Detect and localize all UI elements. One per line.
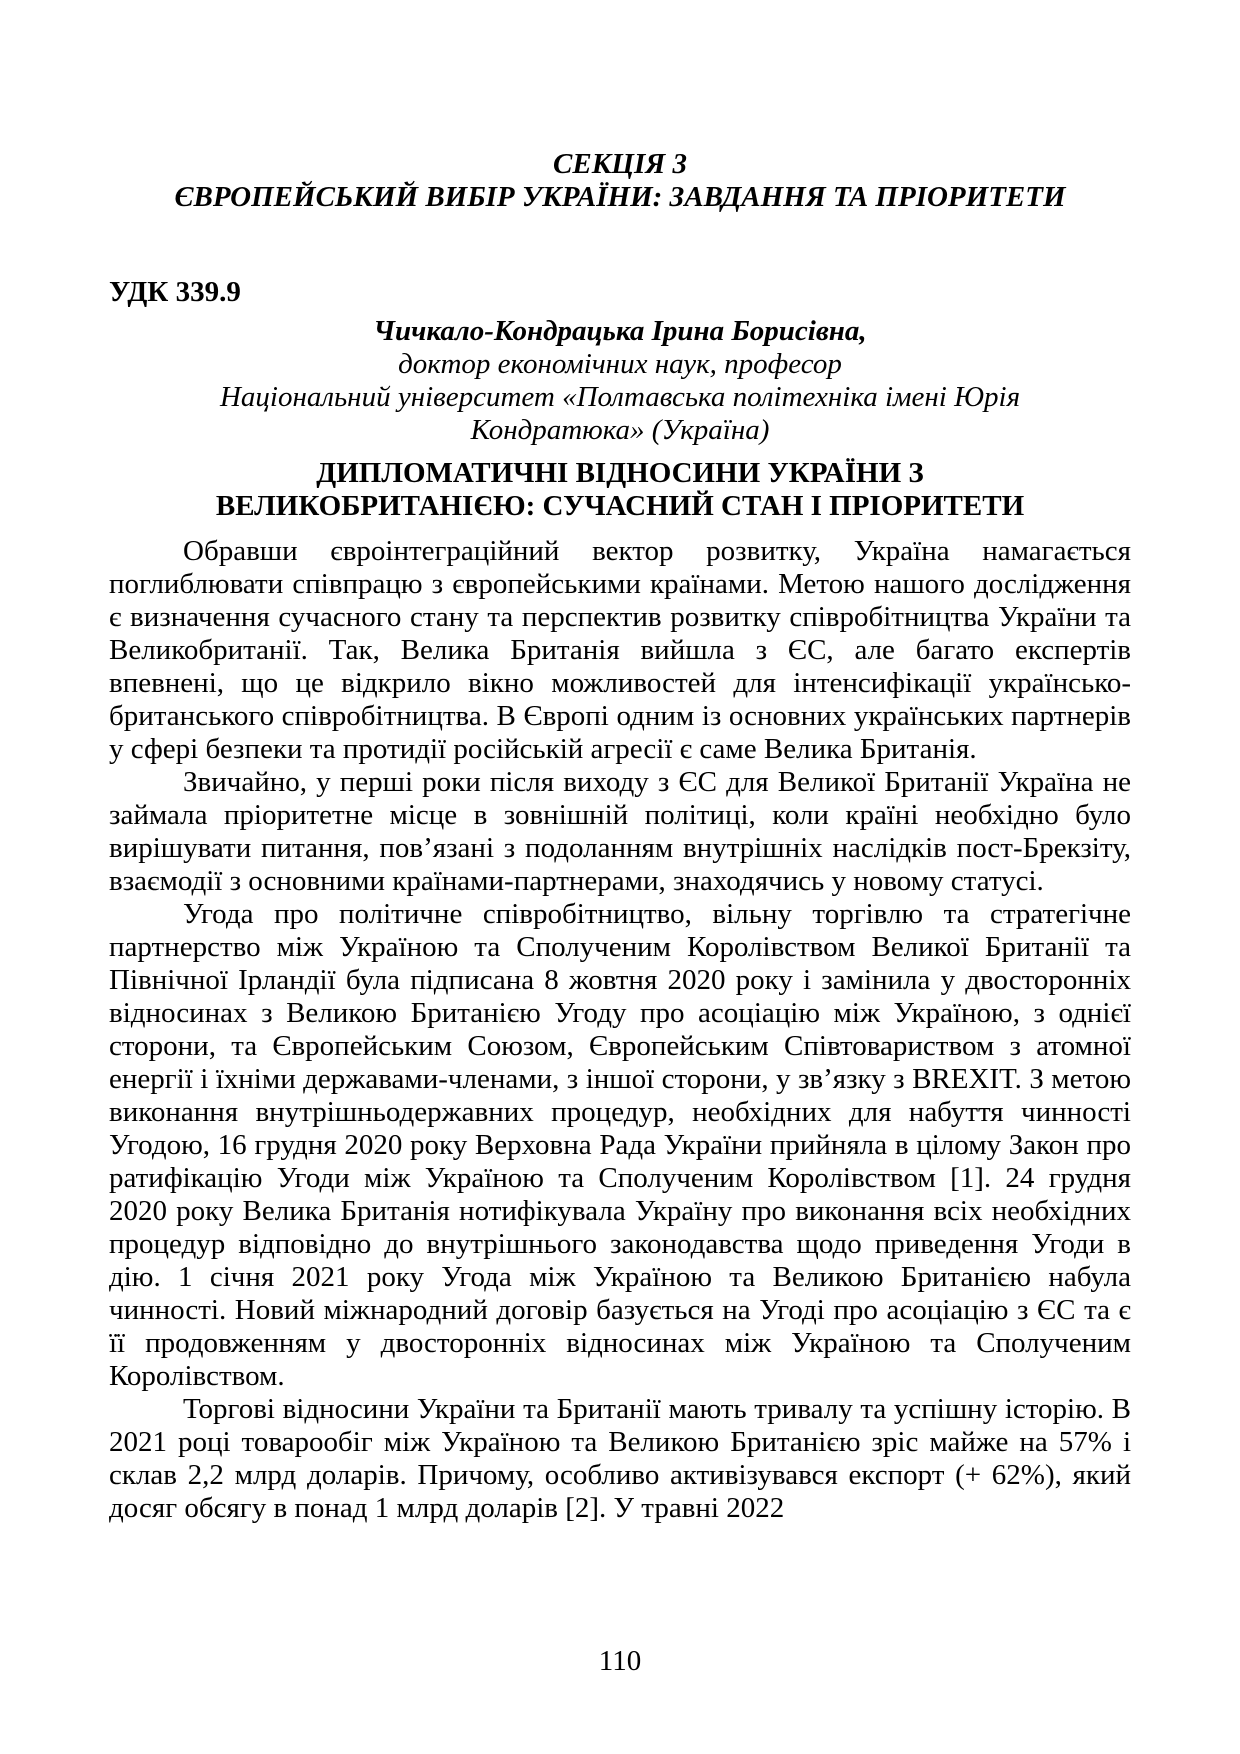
paragraph-2: Звичайно, у перші роки після виходу з ЄС для Великої Британії Україна не займала пріоритетне місце в зовнішній політиці, коли країні необхідно було вирішувати питання, пов’язані з подоланням внутрішніх наслідків пост-Брекзіту, взаємодії з основними країнами-партнерами, знаходячись у новому статусі. [109, 766, 1131, 897]
paragraph-3: Угода про політичне співробітництво, вільну торгівлю та стратегічне партнерство між Україною та Сполученим Королівством Великої Британії та Північної Ірландії була підписана 8 жовтня 2020 року і замінила у двосторонніх відносинах з Великою Британією Угоду про асоціацію між Україною, з однієї сторони, та Європейським Союзом, Європейським Співтовариством з атомної енергії і їхніми державами-членами, з іншої сторони, у зв’язку з BREXIT. З метою виконання внутрішньодержавних процедур, необхідних для набуття чинності Угодою, 16 грудня 2020 року Верховна Рада України прийняла в цілому Закон про ратифікацію Угоди між Україною та Сполученим Королівством [1]. 24 грудня 2020 року Велика Британія нотифікувала Україну про виконання всіх необхідних процедур відповідно до внутрішнього законодавства щодо приведення Угоди в дію. 1 січня 2021 року Угода між Україною та Великою Британією набула чинності. Новий міжнародний договір базується на Угоді про асоціацію з ЄС та є її продовженням у двосторонніх відносинах між Україною та Сполученим Королівством. [109, 898, 1131, 1392]
author-name: Чичкало-Кондрацька Ірина Борисівна, [373, 315, 867, 347]
paragraph-4: Торгові відносини України та Британії мають тривалу та успішну історію. В 2021 році товарообіг між Україною та Великою Британією зріс майже на 57% і склав 2,2 млрд доларів. Причому, особливо активізувався експорт (+ 62%), який досяг обсягу в понад 1 млрд доларів [2]. У травні 2022 [109, 1393, 1131, 1524]
author-affiliation-line1: Національний університет «Полтавська політехніка імені Юрія [219, 381, 1021, 413]
section-number: СЕКЦІЯ 3 [553, 148, 687, 180]
author-block [109, 315, 1131, 447]
section-header [109, 148, 1131, 214]
article-body [109, 535, 1131, 1525]
article-title [109, 457, 1131, 523]
article-title-line2: ВЕЛИКОБРИТАНІЄЮ: СУЧАСНИЙ СТАН І ПРІОРИТЕТИ [215, 490, 1025, 522]
udk-code: УДК 339.9 [109, 276, 241, 308]
author-affiliation-line2: Кондратюка» (Україна) [470, 414, 770, 446]
page-content [109, 0, 1131, 1525]
article-title-line1: ДИПЛОМАТИЧНІ ВІДНОСИНИ УКРАЇНИ З [316, 457, 924, 489]
author-degree: доктор економічних наук, професор [398, 348, 842, 380]
paragraph-1: Обравши євроінтеграційний вектор розвитку, Україна намагається поглиблювати співпрацю з європейськими країнами. Метою нашого дослідження є визначення сучасного стану та перспектив розвитку співробітництва України та Великобританії. Так, Велика Британія вийшла з ЄС, але багато експертів впевнені, що це відкрило вікно можливостей для інтенсифікації українсько-британського співробітництва. В Європі одним із основних українських партнерів у сфері безпеки та протидії російській агресії є саме Велика Британія. [109, 535, 1131, 765]
section-title: ЄВРОПЕЙСЬКИЙ ВИБІР УКРАЇНИ: ЗАВДАННЯ ТА ПРІОРИТЕТИ [174, 181, 1066, 213]
page-number: 110 [598, 1645, 642, 1677]
